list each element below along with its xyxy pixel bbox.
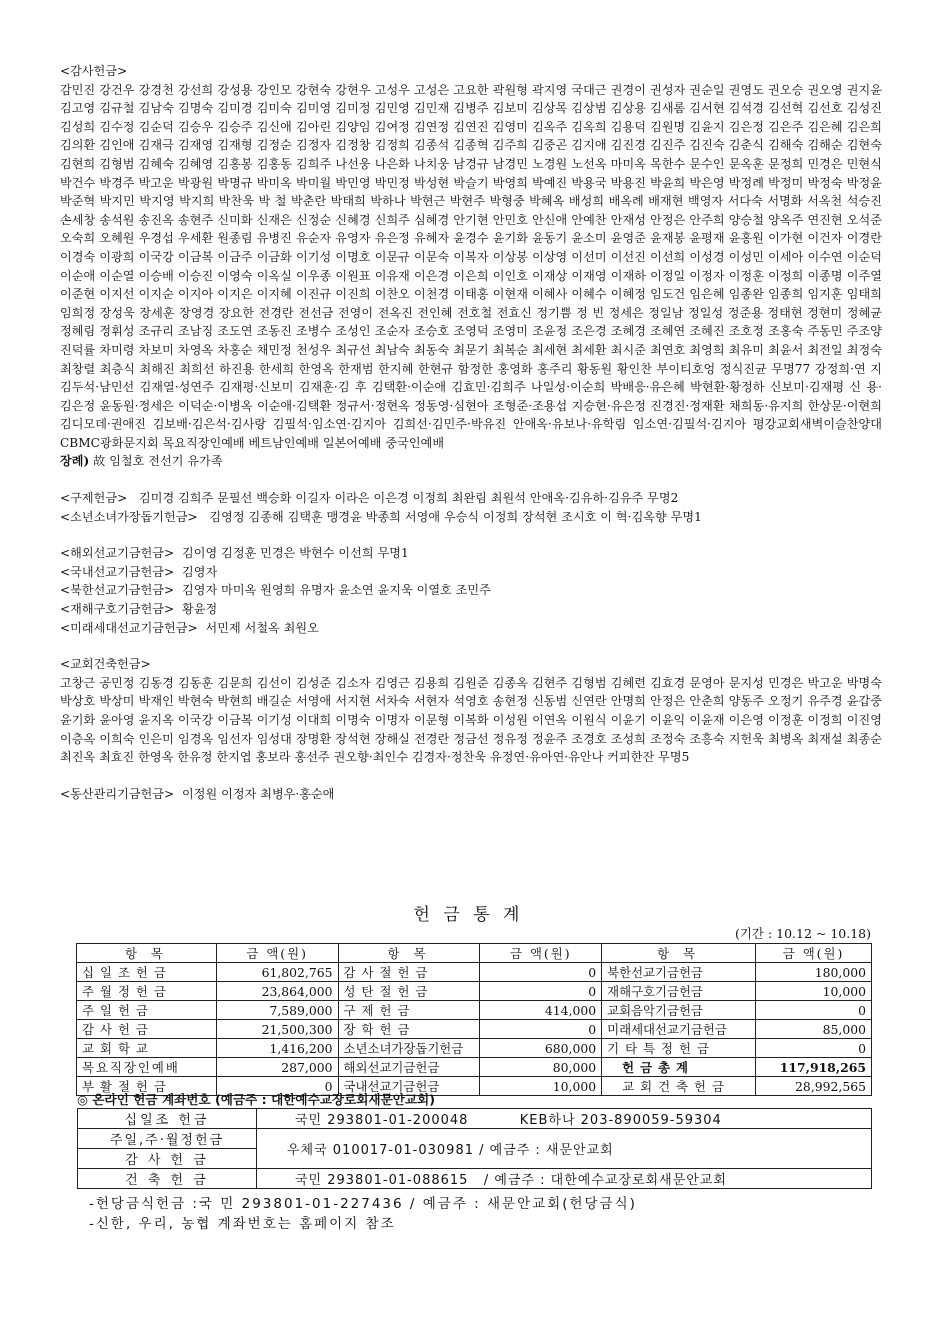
section-title: <교회건축헌금> bbox=[60, 657, 151, 672]
header-item: 항 목 bbox=[338, 944, 480, 963]
note-line: -헌당금식헌금 :국 민 293801-01-227436 / 예금주 : 새문안교회(헌당금식) bbox=[89, 1196, 637, 1212]
note-line: -신한, 우리, 농협 계좌번호는 홈페이지 참조 bbox=[89, 1216, 396, 1232]
table-row bbox=[78, 1129, 872, 1149]
header-item: 항 목 bbox=[602, 944, 756, 963]
stats-period: (기간 : 10.12 ~ 10.18) bbox=[734, 926, 871, 941]
section-domestic-mission: <국내선교기금헌금> 김영자 bbox=[60, 564, 218, 579]
stats-title: 헌 금 통 계 bbox=[413, 905, 524, 925]
header-amount: 금 액(원) bbox=[756, 944, 872, 963]
funeral-line: 장례) 故 임철호 전선기 유가족 bbox=[60, 454, 223, 469]
donor-names: 감민진 강건우 강경천 강선희 강성용 강인모 강현숙 강현우 고성우 고성은 고요한 곽원형 곽지영 국대근 권경이 권성자 권순일 권영도 권오승 권오영 권지윤 김고영 김규철 김남숙 김명숙 김미경 김미숙 김미영 김미정 김민영 김민재 김병주 김보미 김상목 김상범 김상용 김새롬 김서현 김석경 김선혁 김선호 김성진 김성희 김수정 김순덕 김승우 김승주 김신애 김아린 김양임 김여정 김연정 김연진 김영미 김옥주 김옥희 김용덕 김원명 김윤지 김은정 김은주 김은혜 김은희 김의환 김인애 김재극 김재영 김재형 김정순 김정자 김정창 김정희 김종석 김종혁 김주희 김중곤 김지애 김진경 김진주 김진숙 김춘식 김해숙 김해순 김현숙 김현희 김형범 김혜숙 김혜영 김홍봉 김홍동 김희주 나선웅 나은화 나치웅 남경규 남경민 노경원 노선옥 마미옥 목한수 문수인 문옥훈 문정희 민경은 민현식 박건수 박경주 박고운 박광원 박명규 박미옥 박미월 박민영 박민정 박성현 박슬기 박영희 박예진 박용국 박용진 박윤희 박은영 박정례 박정미 박정숙 박정윤 박준혁 박지민 박지영 박지희 박찬욱 박 철 박춘란 박태희 박하나 박현근 박현주 박형중 박혜옥 배성희 배옥례 배재현 백영자 서다숙 서명화 서옥천 석승진 손세창 송석원 송진옥 송현주 신미화 신재은 신정순 신혜경 신희주 심혜경 안기현 안민호 안신애 안예찬 안재성 안정은 안주희 양승철 양옥주 연진현 오석준 오숙희 오혜원 우경섭 우세환 원종림 유병진 유순자 유영자 유은정 유혜자 윤경수 윤기화 윤동기 윤소미 윤영준 윤재봉 윤평재 윤홍원 이가현 이건자 이경란 이경숙 이광희 이국강 이금복 이금주 이금화 이기성 이명호 이문규 이문숙 이복자 이상봉 이상영 이선미 이선진 이선희 이성경 이성민 이세아 이수연 이순덕 이순애 이순열 이승배 이승진 이영숙 이옥실 이우종 이원표 이유재 이은경 이은희 이인호 이재상 이재영 이재하 이정일 이정자 이정훈 이정희 이종명 이주열 이준현 이지선 이지순 이지아 이지은 이지혜 이진규 이진희 이찬오 이천경 이태홍 이현재 이혜사 이혜수 이혜정 임도건 임은혜 임종완 임종희 임지훈 임태희 임희정 장성욱 장세훈 장영경 장요한 전경란 전선금 전영이 전옥진 전인혜 전호철 전효신 정기쁨 정 빈 정세은 정일남 정일성 정준용 정태현 정현미 정혜균 정혜림 정휘성 조규리 조남징 조도연 조동진 조병수 조성인 조순자 조승호 조영덕 조영미 조윤정 조은경 조혜경 조혜연 조혜진 조호정 조홍숙 주동민 주조양 진덕률 차미령 차보미 차영옥 차홍순 채민정 천성우 최규선 최남숙 최동숙 최문기 최복순 최세현 최세환 최시준 최연호 최영희 최유미 최윤서 최전일 최정숙 최창렬 최층식 최해진 최희선 하진용 한세희 한영옥 한재범 한지혜 한현규 함정한 홍영화 홍주리 황동원 황인찬 부이티호엉 정식진균 무명77 강정희·연 지 김두석·남민선 김재열·성연주 김재평·신보미 김재훈·김 후 김택환·이순애 김효민·김희주 나일성·이순희 박배응·유은혜 박현환·황정하 신보미·김재평 신 용·김은정 윤동원·정세은 이덕순·이병옥 이순애·김택환 정규서·정현옥 정동영·심현아 조형준·조용섭 지승현·유은정 진경진·정재환 채희동·유지희 한상문·이현희 김디모데·권애진 김보배·김은석·김사랑 김필석·임소연·김지아 김희선·김민주·박유진 안애옥·유보나·유학림 임소연·김필석·김지아 평강교회새벽이슬찬양대 CBMC광화문지회 목요직장인예배 베트남인예배 일본어예배 중국인예배 bbox=[60, 82, 882, 450]
section-disaster-relief: <재해구호기금헌금> 황윤정 bbox=[60, 602, 218, 617]
total-label: 헌금총계 bbox=[602, 1058, 756, 1077]
online-heading: ◎ 온라인 헌금 계좌번호 (예금주 : 대한예수교장로회새문안교회) bbox=[77, 1092, 435, 1107]
table-row: 주일헌금 7,589,000 구제헌금 414,000 교회음악기금헌금 0 bbox=[77, 1001, 872, 1020]
account-label: 감 사 헌 금 bbox=[78, 1149, 257, 1169]
table-row bbox=[78, 1169, 872, 1189]
section-next-gen: <미래세대선교기금헌금> 서민제 서철옥 최원오 bbox=[60, 620, 319, 635]
account-label: 주일,주·월정헌금 bbox=[78, 1129, 257, 1149]
account-value: 우체국 010017-01-030981 / 예금주 : 새문안교회 bbox=[257, 1129, 872, 1169]
table-row: 주월정헌금 23,864,000 성탄절헌금 0 재해구호기금헌금 10,000 bbox=[77, 982, 872, 1001]
table-row: 감사헌금 21,500,300 장학헌금 0 미래세대선교기금헌금 85,000 bbox=[77, 1020, 872, 1039]
table-row bbox=[78, 1109, 872, 1129]
section-relief: <구제헌금> 김미경 김희주 문필선 백승화 이길자 이라은 이은경 이정희 최완림 최원석 안애옥·김유하·김유주 무명2 bbox=[60, 491, 679, 506]
section-title: <감사헌금> bbox=[60, 64, 128, 78]
section-overseas-mission: <해외선교기금헌금> 김이영 김정훈 민경은 박현수 이선희 무명1 bbox=[60, 546, 409, 561]
donation-list bbox=[60, 62, 882, 803]
section-thanks bbox=[60, 62, 882, 471]
donor-names: 고창근 공민정 김동경 김동훈 김문희 김선이 김성준 김소자 김영근 김용희 김원준 김종옥 김현주 김형범 김혜련 김효경 문영아 문지성 민경은 박고운 박명숙 박상호 박상미 박재인 박현숙 박현희 배길순 서영애 서지현 서차숙 서현자 석영호 송현정 신동범 신연란 안명희 안정은 안춘희 양동주 오정기 유주경 윤갑중 윤기화 윤아영 윤지옥 이국강 이금복 이기성 이대희 이명숙 이명자 이문형 이복화 이성원 이연옥 이원식 이윤기 이윤익 이윤재 이은영 이정훈 이정희 이진영 이층옥 이희숙 인은미 임경옥 임선자 임성대 장명환 장석현 장해실 전경란 정금선 정유정 정윤주 조경호 조성희 조정숙 조흥숙 지헌욱 최병옥 최재설 최종순 최진옥 최효진 한영옥 한유정 한지엽 홍보라 홍선주 권오향·최인수 김경자·정찬욱 유정연·유아연·유안나 커피한잔 무명5 bbox=[60, 675, 882, 765]
section-building bbox=[60, 655, 882, 767]
table-row: 십일조헌금 61,802,765 감사절헌금 0 북한선교기금헌금 180,000 bbox=[77, 963, 872, 982]
header-amount: 금 액(원) bbox=[480, 944, 602, 963]
account-label: 건 축 헌 금 bbox=[78, 1169, 257, 1189]
section-grounds: <동산관리기금헌금> 이정원 이정자 최병우·홍순애 bbox=[60, 786, 335, 801]
account-value: 국민 293801-01-088615 / 예금주 : 대한예수교장로회새문안교회 bbox=[257, 1169, 872, 1189]
section-youth-support: <소년소녀가장돕기헌금> 김영정 김종해 김택훈 맹경윤 박종희 서영애 우승식 이정희 장석현 조시호 이 혁·김옥향 무명1 bbox=[60, 509, 702, 524]
account-label: 십일조 헌금 bbox=[78, 1109, 257, 1129]
stats-table bbox=[76, 943, 872, 1096]
account-table bbox=[77, 1108, 872, 1189]
section-nk-mission: <북한선교기금헌금> 김영자 마미옥 원영희 유명자 윤소연 윤지욱 이열호 조민주 bbox=[60, 583, 491, 598]
table-row: 부활절헌금 0 국내선교기금헌금 10,000 교회건축헌금 28,992,565 bbox=[77, 1077, 872, 1096]
total-amount: 117,918,265 bbox=[756, 1058, 872, 1077]
table-row: 목요직장인예배 287,000 해외선교기금헌금 80,000 헌금총계 117,918,265 bbox=[77, 1058, 872, 1077]
header-item: 항 목 bbox=[77, 944, 217, 963]
table-row: 교회학교 1,416,200 소년소녀가장돕기헌금 680,000 기타특정헌금 0 bbox=[77, 1039, 872, 1058]
account-value: 국민 293801-01-200048 KEB하나 203-890059-59304 bbox=[257, 1109, 872, 1129]
stats-header-row bbox=[77, 944, 872, 963]
header-amount: 금 액(원) bbox=[216, 944, 338, 963]
